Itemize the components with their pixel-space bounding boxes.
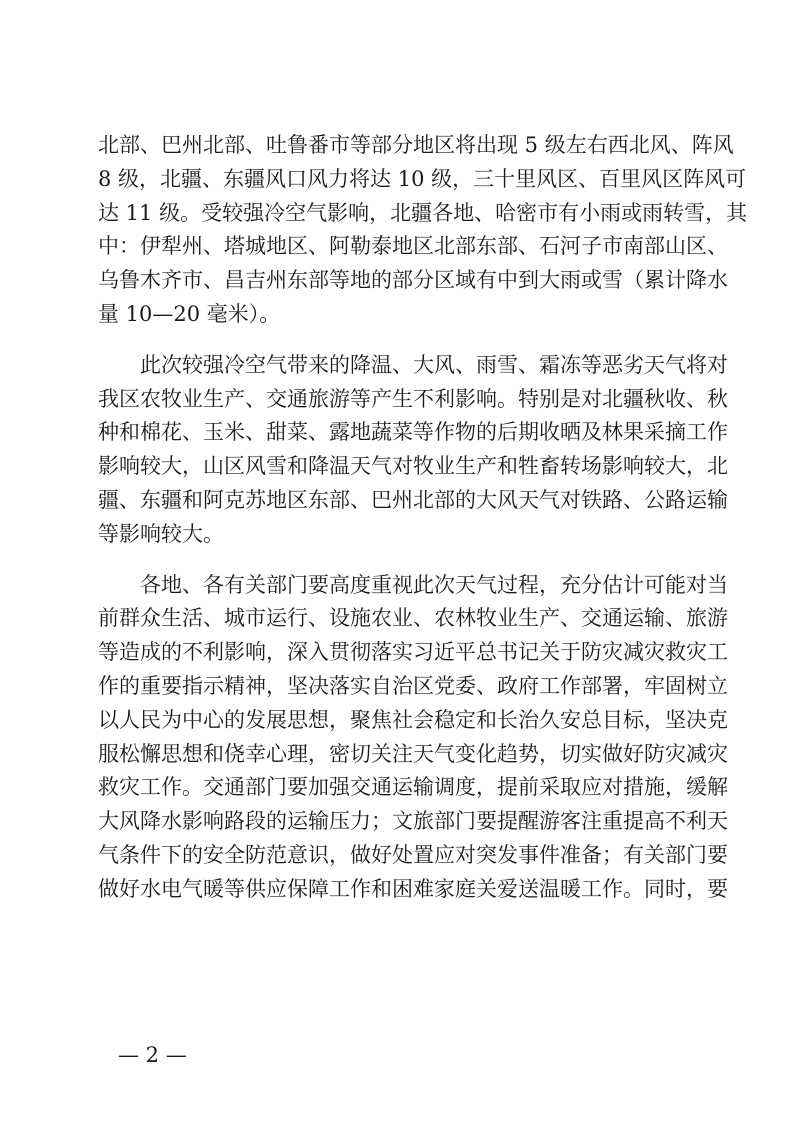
text-line: 等影响较大。	[98, 521, 224, 546]
paragraph-1	[98, 129, 748, 332]
text-line: 前群众生活、城市运行、设施农业、农林牧业生产、交通运输、旅游	[98, 606, 728, 631]
text-line: 北部、巴州北部、吐鲁番市等部分地区将出现 5 级左右西北风、阵风	[98, 133, 734, 157]
text-line: 此次较强冷空气带来的降温、大风、雨雪、霜冻等恶劣天气将对	[140, 352, 728, 377]
text-line: 达 11 级。受较强冷空气影响，北疆各地、哈密市有小雨或雨转雪，其	[98, 200, 748, 225]
text-line: 中：伊犁州、塔城地区、阿勒泰地区北部东部、石河子市南部山区、	[98, 234, 728, 259]
text-line: 气条件下的安全防范意识，做好处置应对突发事件准备；有关部门要	[98, 842, 728, 867]
text-line: 救灾工作。交通部门要加强交通运输调度，提前采取应对措施，缓解	[98, 775, 728, 800]
text-line: 量 10—20 毫米）。	[98, 301, 281, 326]
text-line: 各地、各有关部门要高度重视此次天气过程，充分估计可能对当	[140, 572, 728, 597]
text-line: 我区农牧业生产、交通旅游等产生不利影响。特别是对北疆秋收、秋	[98, 386, 728, 411]
body-text	[98, 129, 748, 907]
text-line: 作的重要指示精神，坚决落实自治区党委、政府工作部署，牢固树立	[98, 673, 728, 698]
paragraph-2	[98, 349, 728, 552]
text-line: 种和棉花、玉米、甜菜、露地蔬菜等作物的后期收晒及林果采摘工作	[98, 420, 728, 445]
paragraph-3	[98, 569, 728, 907]
text-line: 做好水电气暖等供应保障工作和困难家庭关爱送温暖工作。同时，要	[98, 876, 728, 901]
text-line: 8 级，北疆、东疆风口风力将达 10 级，三十里风区、百里风区阵风可	[98, 166, 747, 191]
text-line: 以人民为中心的发展思想，聚焦社会稳定和长治久安总目标，坚决克	[98, 707, 728, 732]
text-line: 大风降水影响路段的运输压力；文旅部门要提醒游客注重提高不利天	[98, 809, 728, 834]
text-line: 服松懈思想和侥幸心理，密切关注天气变化趋势，切实做好防灾减灾	[98, 741, 728, 766]
text-line: 等造成的不利影响，深入贯彻落实习近平总书记关于防灾减灾救灾工	[98, 640, 728, 665]
text-line: 疆、东疆和阿克苏地区东部、巴州北部的大风天气对铁路、公路运输	[98, 487, 728, 512]
text-line: 乌鲁木齐市、昌吉州东部等地的部分区域有中到大雨或雪（累计降水	[98, 268, 728, 293]
page-number: — 2 —	[118, 1043, 187, 1067]
text-line: 影响较大，山区风雪和降温天气对牧业生产和牲畜转场影响较大，北	[98, 454, 728, 479]
